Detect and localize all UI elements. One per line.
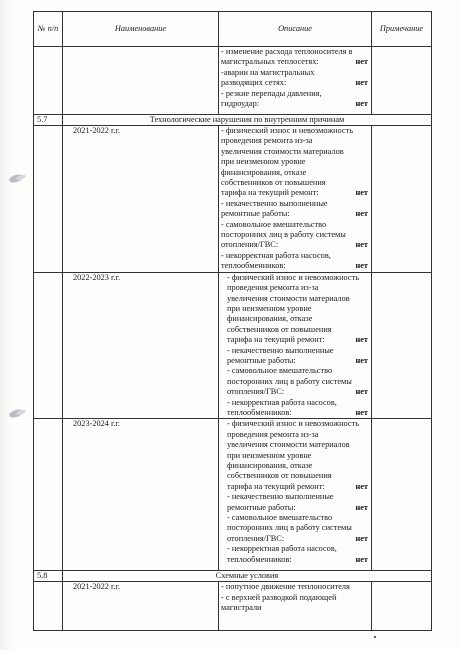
status-flag: нет	[355, 481, 368, 491]
cell-num	[34, 47, 63, 115]
line-text: теплообменников:	[221, 261, 286, 271]
description-line	[227, 304, 368, 314]
description-line	[227, 544, 368, 554]
line-text: ремонтные работы:	[227, 355, 296, 365]
line-text: - самовольное вмешательство	[227, 366, 333, 376]
cell-num	[34, 419, 63, 571]
period-label: 2022-2023 г.г.	[63, 272, 219, 419]
line-text: отопления/ГВС:	[227, 533, 285, 543]
line-text: увеличения стоимости материалов	[227, 440, 350, 450]
description-line	[227, 482, 368, 492]
line-text: собственников от повышения	[221, 178, 326, 188]
line-text: - некачественно выполненные	[221, 198, 328, 208]
description-line	[227, 283, 368, 293]
line-text: при неизменном уровне	[227, 303, 312, 313]
description-line	[221, 261, 368, 271]
status-flag: нет	[355, 261, 368, 271]
description-line	[221, 199, 368, 209]
description-line	[221, 68, 368, 78]
cell-description	[219, 126, 372, 273]
status-flag: нет	[355, 209, 368, 219]
table-row-2023	[34, 419, 432, 571]
status-flag: нет	[355, 99, 368, 109]
description-line	[221, 99, 368, 109]
line-text: - физический износ и невозможность	[221, 126, 353, 135]
description-line	[221, 157, 368, 167]
line-text: - физический износ и невозможность	[227, 272, 359, 282]
line-text: финансирования, отказе	[227, 314, 313, 324]
line-text: проведения ремонта из-за	[227, 283, 319, 293]
cell-num	[34, 582, 63, 631]
scan-edge-shadow	[0, 0, 12, 650]
line-text: ремонтные работы:	[227, 502, 296, 512]
description-line	[221, 168, 368, 178]
description-line	[221, 240, 368, 250]
line-text: собственников от повышения	[227, 471, 332, 481]
line-text: - физический износ и невозможность	[227, 419, 359, 429]
line-text: магистрали	[221, 603, 262, 613]
line-text: - с верхней разводкой подающей	[221, 592, 337, 602]
line-text: - самовольное вмешательство	[227, 513, 333, 523]
line-text: - резкие перепады давления,	[221, 88, 322, 98]
description-line	[221, 582, 368, 592]
cell-note	[372, 272, 432, 419]
description-line	[227, 534, 368, 544]
line-text: увеличения стоимости материалов	[227, 293, 350, 303]
cell-num	[34, 272, 63, 419]
cell-note	[372, 126, 432, 273]
header-description: Описание	[219, 12, 372, 47]
status-flag: нет	[355, 502, 368, 512]
line-text: отопления/ГВС:	[227, 387, 285, 397]
cell-description	[219, 582, 372, 631]
period-label: 2021-2022 г.г.	[63, 582, 219, 631]
description-line	[221, 78, 368, 88]
description-line	[227, 398, 368, 408]
conditions-table	[33, 11, 432, 631]
description-line	[221, 147, 368, 157]
line-text: тарифа на текущий ремонт:	[227, 335, 325, 345]
status-flag: нет	[355, 57, 368, 67]
description-line	[227, 335, 368, 345]
status-flag: нет	[355, 387, 368, 397]
description-line	[221, 593, 368, 603]
status-flag: нет	[355, 554, 368, 564]
cell-note	[372, 582, 432, 631]
line-text: теплообменников:	[227, 554, 292, 564]
cell-description	[219, 47, 372, 115]
description-line	[227, 492, 368, 502]
description-line	[221, 251, 368, 261]
cell-note	[372, 419, 432, 571]
description-line	[221, 47, 368, 57]
description-line	[221, 220, 368, 230]
description-line	[221, 89, 368, 99]
section-row-5-8	[34, 571, 432, 582]
line-text: тарифа на текущий ремонт:	[227, 481, 325, 491]
description-line	[227, 377, 368, 387]
line-text: - некорректная работа насосов,	[227, 544, 337, 554]
description-line	[227, 555, 368, 565]
header-num: № п/п	[34, 12, 63, 47]
description-line	[227, 366, 368, 376]
description-line	[227, 503, 368, 513]
description-line	[221, 209, 368, 219]
line-text: финансирования, отказе	[227, 461, 313, 470]
description-line	[227, 346, 368, 356]
table-row-2022	[34, 272, 432, 419]
line-text: увеличения стоимости материалов	[221, 146, 344, 156]
line-text: финансирования, отказе	[221, 167, 307, 177]
description-line	[227, 294, 368, 304]
description-line	[227, 461, 368, 471]
line-text: при неизменном уровне	[227, 450, 312, 460]
cell-description	[219, 419, 372, 571]
header-note: Примечание	[372, 12, 432, 47]
line-text: - самовольное вмешательство	[221, 219, 327, 229]
cell-description	[219, 272, 372, 419]
description-line	[227, 325, 368, 335]
table-row-continued	[34, 47, 432, 115]
line-text: ремонтные работы:	[221, 209, 290, 219]
description-line	[221, 178, 368, 188]
line-text: проведения ремонта из-за	[221, 136, 313, 146]
description-line	[227, 523, 368, 533]
scan-speck	[374, 636, 376, 638]
description-line	[221, 136, 368, 146]
line-text: теплообменников:	[227, 407, 292, 417]
status-flag: нет	[355, 355, 368, 365]
line-text: - попутное движение теплоносителя	[221, 582, 350, 592]
cell-num	[34, 126, 63, 273]
section-title: Технологические нарушения по внутренним причинам	[63, 115, 432, 126]
table-header-row	[34, 12, 432, 47]
line-text: - некорректная работа насосов,	[227, 397, 337, 407]
line-text: - изменение расхода теплоносителя в	[221, 47, 353, 56]
description-line	[227, 430, 368, 440]
status-flag: нет	[355, 78, 368, 88]
header-name: Наименование	[63, 12, 219, 47]
description-line	[227, 419, 368, 429]
description-line	[227, 408, 368, 418]
period-label: 2021-2022 г.г.	[63, 126, 219, 273]
status-flag: нет	[355, 533, 368, 543]
line-text: посторонних лиц в работу системы	[227, 523, 352, 533]
cell-note	[372, 47, 432, 115]
line-text: посторонних лиц в работу системы	[221, 230, 346, 240]
line-text: при неизменном уровне	[221, 157, 306, 167]
description-line	[227, 356, 368, 366]
description-line	[221, 126, 368, 136]
line-text: магистральных теплосетях:	[221, 57, 319, 67]
period-label: 2023-2024 г.г.	[63, 419, 219, 571]
line-text: - некачественно выполненные	[227, 492, 334, 502]
section-num: 5.7	[34, 115, 63, 126]
description-line	[227, 471, 368, 481]
section-title: Схемные условия	[63, 571, 432, 582]
description-line	[221, 230, 368, 240]
description-line	[227, 451, 368, 461]
description-line	[221, 57, 368, 67]
description-line	[227, 273, 368, 283]
line-text: тарифа на текущий ремонт:	[221, 188, 319, 198]
status-flag: нет	[355, 407, 368, 417]
line-text: разводящих сетях:	[221, 78, 287, 88]
description-line	[227, 314, 368, 324]
table-row-2021	[34, 126, 432, 273]
description-line	[227, 513, 368, 523]
description-line	[221, 188, 368, 198]
line-text: гидроудар:	[221, 99, 260, 109]
line-text: - некорректная работа насосов,	[221, 250, 331, 260]
status-flag: нет	[355, 188, 368, 198]
table-row-5-8-2021	[34, 582, 432, 631]
line-text: -аварии на магистральных	[221, 67, 315, 77]
line-text: посторонних лиц в работу системы	[227, 376, 352, 386]
description-line	[227, 387, 368, 397]
description-line	[227, 440, 368, 450]
section-num: 5.8	[34, 571, 63, 582]
status-flag: нет	[355, 240, 368, 250]
line-text: собственников от повышения	[227, 324, 332, 334]
cell-name	[63, 47, 219, 115]
section-row-5-7	[34, 115, 432, 126]
description-line	[221, 603, 368, 613]
status-flag: нет	[355, 335, 368, 345]
line-text: проведения ремонта из-за	[227, 429, 319, 439]
line-text: отопления/ГВС:	[221, 240, 279, 250]
line-text: - некачественно выполненные	[227, 345, 334, 355]
